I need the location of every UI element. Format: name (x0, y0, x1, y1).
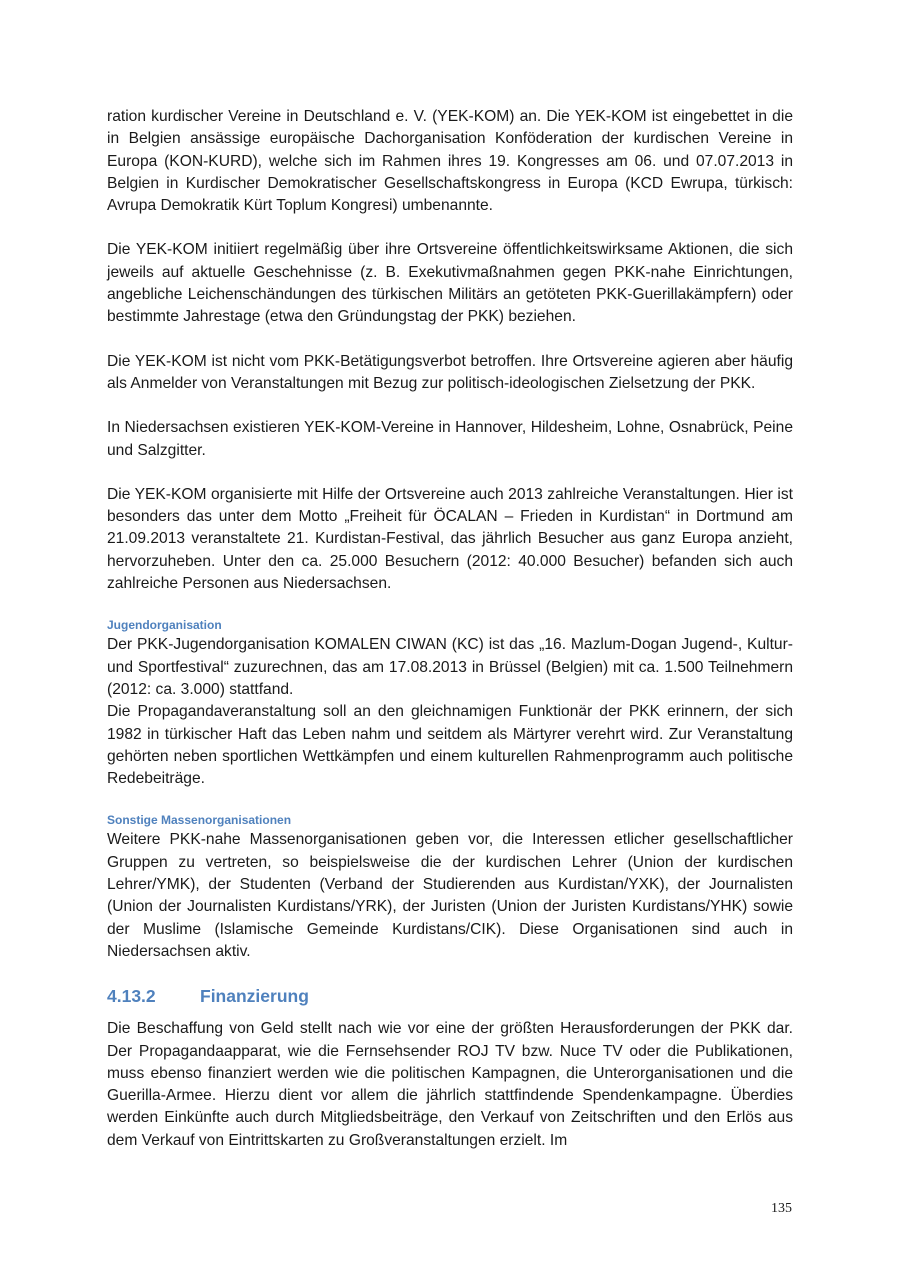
page-number: 135 (771, 1201, 792, 1216)
paragraph-finanzierung: Die Beschaffung von Geld stellt nach wie vor eine der größten Herausforderungen der PKK dar. Der Propagandaapparat, wie die Fernsehsender ROJ TV bzw. Nuce TV oder die Publikationen, muss ebenso finanziert werden wie die politischen Kampagnen, die Unterorganisationen und die Guerilla-Armee. Hierzu dient vor allem die jährlich stattfindende Spendenkampagne. Überdies werden Einkünfte auch durch Mitgliedsbeiträge, den Verkauf von Zeitschriften und den Erlös aus dem Verkauf von Eintrittskarten zu Großveranstaltungen erzielt. Im (107, 1020, 793, 1149)
paragraph-sonstige: Weitere PKK-nahe Massenorganisationen geben vor, die Interessen etlicher gesellschaftlicher Gruppen zu vertreten, so beispielsweise die der kurdischen Lehrer (Union der kurdischen Lehrer/YMK), der Studenten (Verband der Studierenden aus Kurdistan/YXK), der Journalisten (Union der Journalisten Kurdistans/YRK), der Juristen (Union der Juristen Kurdistans/YHK) sowie der Muslime (Islamische Gemeinde Kurdistans/CIK). Diese Organisationen sind auch in Niedersachsen aktiv. (107, 831, 793, 960)
subheading-jugendorganisation: Jugendorganisation (107, 618, 222, 633)
paragraph-yek-kom-ban: Die YEK-KOM ist nicht vom PKK-Betätigungsverbot betroffen. Ihre Ortsvereine agieren aber häufig als Anmelder von Veranstaltungen mit Bezug zur politisch-ideologischen Zielsetzung der PKK. (107, 352, 793, 392)
page-body (107, 106, 793, 1152)
paragraph-yek-kom-actions: Die YEK-KOM initiiert regelmäßig über ihre Ortsvereine öffentlichkeitswirksame Aktionen, die sich jeweils auf aktuelle Geschehnisse (z. B. Exekutivmaßnahmen gegen PKK-nahe Einrichtungen, angebliche Leichenschändungen des türkischen Militärs an getöteten PKK-Guerillakämpfern) oder bestimmte Jahrestage (etwa den Gründungstag der PKK) beziehen. (107, 241, 793, 326)
section-heading (107, 984, 793, 1008)
subheading-sonstige: Sonstige Massenorganisationen (107, 813, 292, 828)
paragraph-yek-kom-events: Die YEK-KOM organisierte mit Hilfe der Ortsvereine auch 2013 zahlreiche Veranstaltungen. Hier ist besonders das unter dem Motto „Freiheit für ÖCALAN – Frieden in Kurdistan“ in Dortmund am 21.09.2013 veranstaltete 21. Kurdistan-Festival, das jährlich Besucher aus ganz Europa anzieht, hervorzuheben. Unter den ca. 25.000 Besuchern (2012: 40.000 Besucher) befanden sich auch zahlreiche Personen aus Niedersachsen. (107, 485, 793, 593)
section-number: 4.13.2 (107, 986, 156, 1007)
paragraph-yek-kom-locations: In Niedersachsen existieren YEK-KOM-Vereine in Hannover, Hildesheim, Lohne, Osnabrück, Peine und Salzgitter. (107, 419, 793, 459)
section-title: Finanzierung (200, 986, 309, 1007)
paragraph-jugend-festival: Der PKK-Jugendorganisation KOMALEN CIWAN (KC) ist das „16. Mazlum-Dogan Jugend-, Kultur- und Sportfestival“ zuzurechnen, das am 17.08.2013 in Brüssel (Belgien) mit ca. 1.500 Teilnehmern (2012: ca. 3.000) stattfand. (107, 636, 793, 698)
paragraph-jugend-propaganda: Die Propagandaveranstaltung soll an den gleichnamigen Funktionär der PKK erinnern, der sich 1982 in türkischer Haft das Leben nahm und seitdem als Märtyrer verehrt wird. Zur Veranstaltung gehörten neben sportlichen Wettkämpfen und einem kulturellen Rahmenprogramm auch politische Redebeiträge. (107, 703, 793, 788)
paragraph-yek-kom-intro: ration kurdischer Vereine in Deutschland e. V. (YEK-KOM) an. Die YEK-KOM ist eingebettet in die in Belgien ansässige europäische Dachorganisation Konföderation der kurdischen Vereine in Europa (KON-KURD), welche sich im Rahmen ihres 19. Kongresses am 06. und 07.07.2013 in Belgien in Kurdischer Demokratischer Gesellschaftskongress in Europa (KCD Ewrupa, türkisch: Avrupa Demokratik Kürt Toplum Kongresi) umbenannte. (107, 108, 793, 215)
